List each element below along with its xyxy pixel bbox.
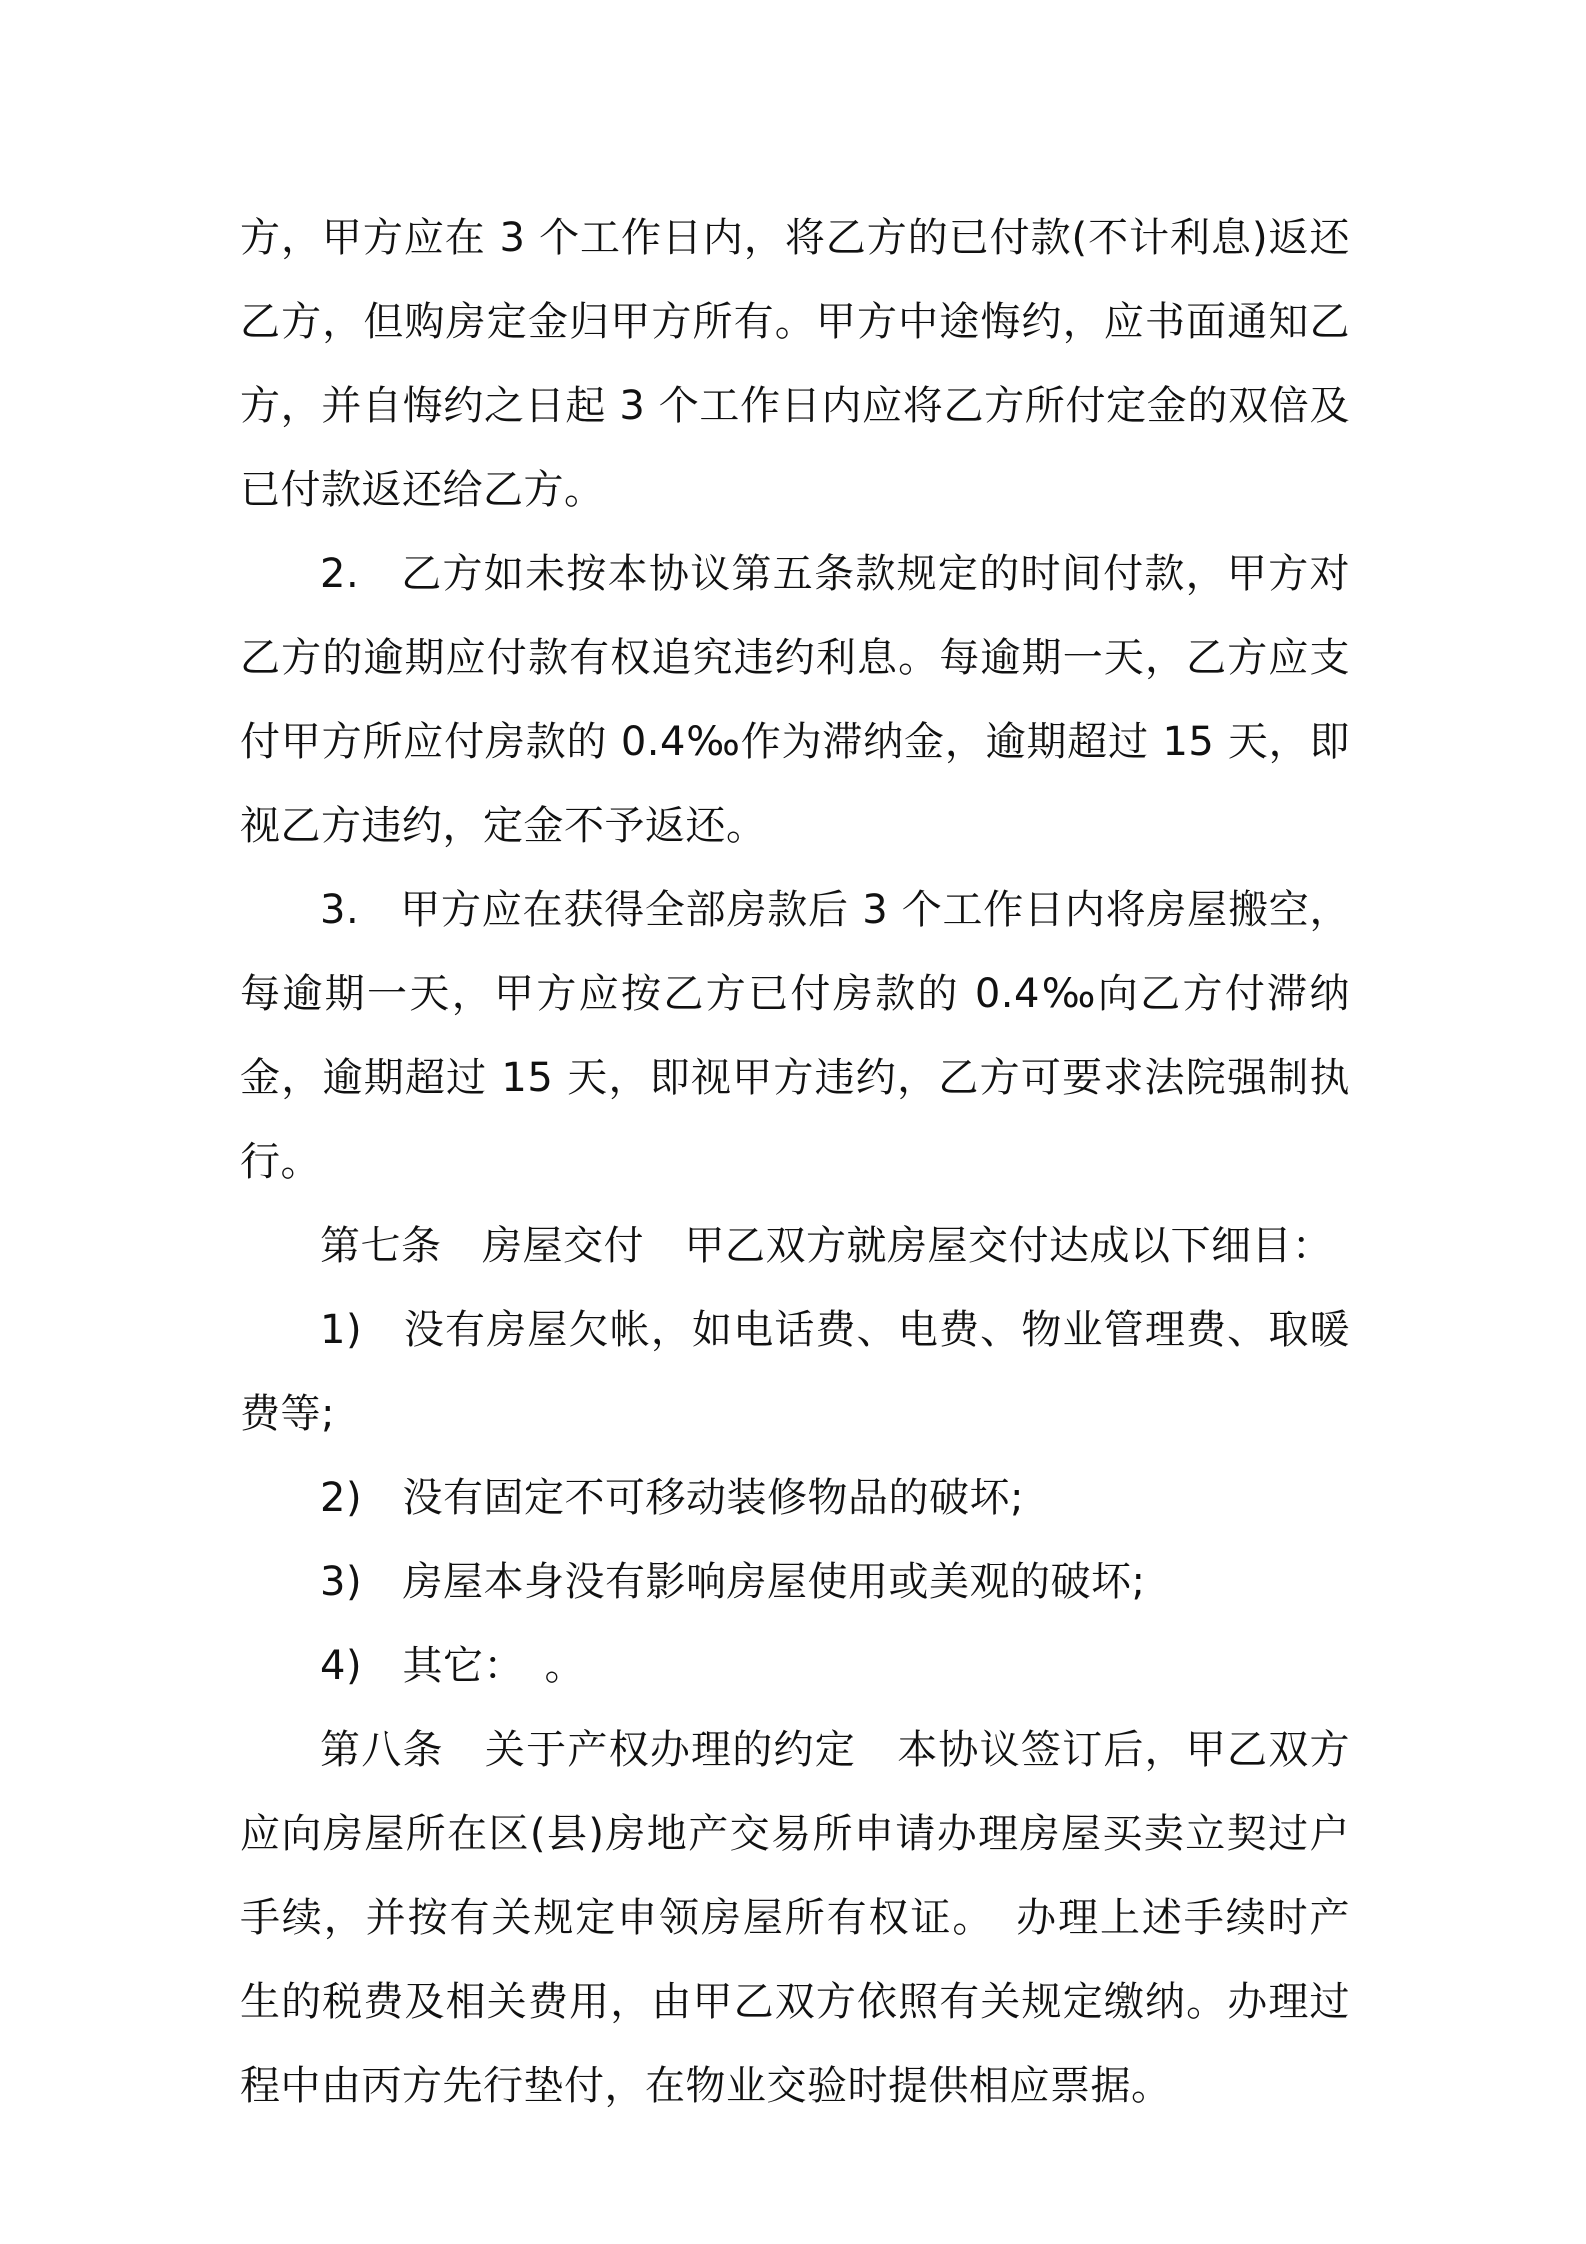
paragraph-refund-terms: 方，甲方应在 3 个工作日内，将乙方的已付款(不计利息)返还乙方，但购房定金归甲方所有。甲方中途悔约，应书面通知乙方，并自悔约之日起 3 个工作日内应将乙方所付定金的双倍及已付款返还给乙方。	[240, 215, 1350, 513]
list-item-4: 4) 其它： 。	[320, 1643, 586, 1689]
document-body	[240, 196, 1350, 2128]
paragraph-article-8: 第八条 关于产权办理的约定 本协议签订后，甲乙双方应向房屋所在区(县)房地产交易所申请办理房屋买卖立契过户手续，并按有关规定申领房屋所有权证。 办理上述手续时产生的税费及相关费用，由甲乙双方依照有关规定缴纳。办理过程中由丙方先行垫付，在物业交验时提供相应票据。	[240, 1727, 1350, 2109]
list-item-3: 3) 房屋本身没有影响房屋使用或美观的破坏;	[320, 1559, 1146, 1605]
paragraph-article-7-heading: 第七条 房屋交付 甲乙双方就房屋交付达成以下细目：	[320, 1223, 1333, 1269]
paragraph-clause-2: 2. 乙方如未按本协议第五条款规定的时间付款，甲方对乙方的逾期应付款有权追究违约利息。每逾期一天，乙方应支付甲方所应付房款的 0.4‰作为滞纳金，逾期超过 15 天，即视乙方违约，定金不予返还。	[240, 551, 1350, 849]
list-item-1: 1) 没有房屋欠帐，如电话费、电费、物业管理费、取暖费等;	[240, 1307, 1350, 1437]
paragraph-clause-3: 3. 甲方应在获得全部房款后 3 个工作日内将房屋搬空，每逾期一天，甲方应按乙方已付房款的 0.4‰向乙方付滞纳金，逾期超过 15 天，即视甲方违约，乙方可要求法院强制执行。	[240, 887, 1350, 1185]
list-item-2: 2) 没有固定不可移动装修物品的破坏;	[320, 1475, 1025, 1521]
